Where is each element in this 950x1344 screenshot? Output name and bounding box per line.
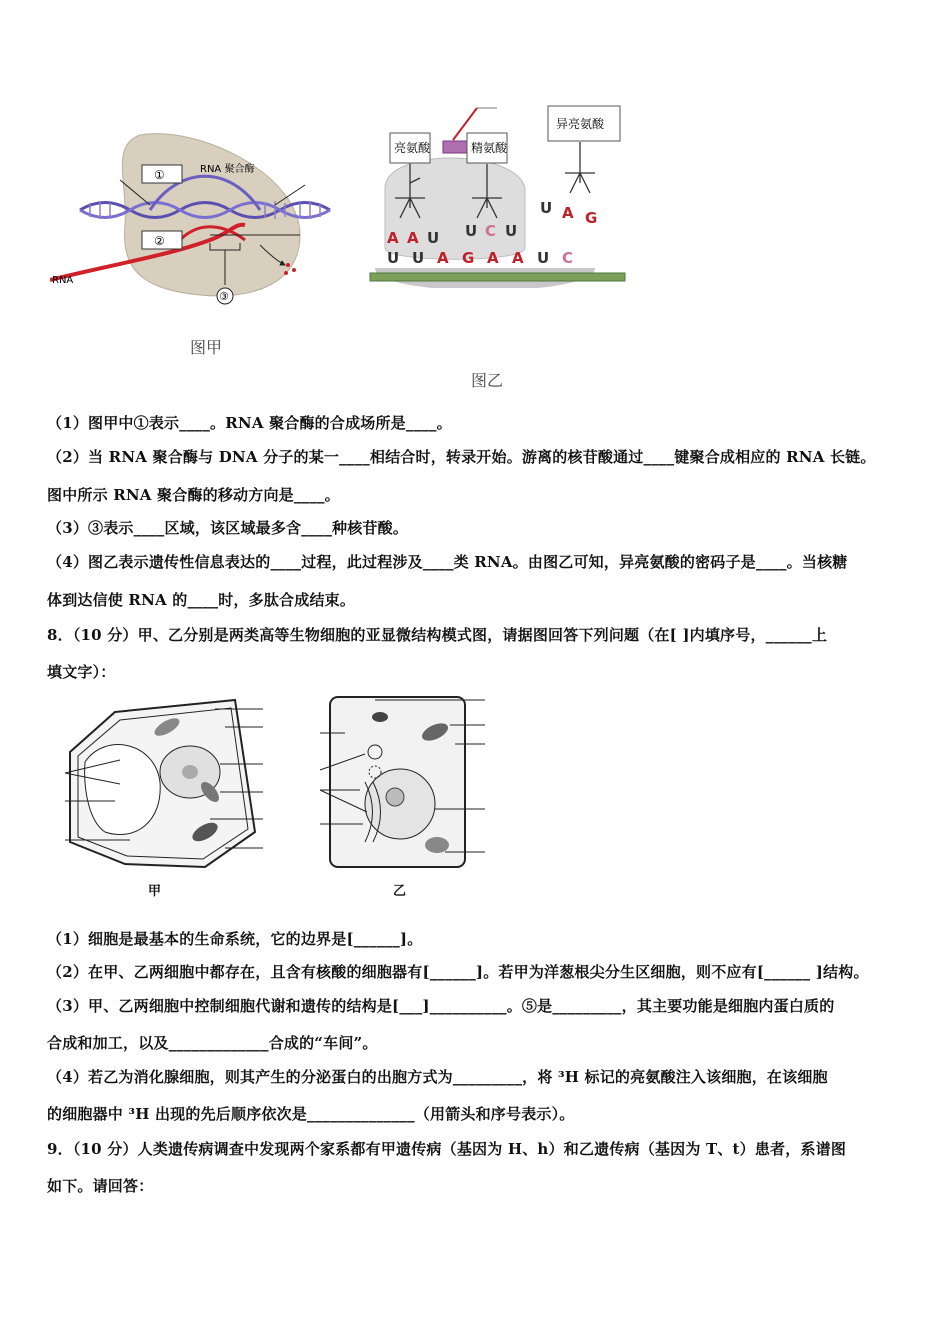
mrna-base-7: U — [537, 249, 550, 267]
anticodon-1-c: U — [427, 229, 440, 247]
q8-part-4b: 的细胞器中 ³H 出现的先后顺序依次是______________（用箭头和序号表示）。 — [47, 1105, 575, 1123]
q8-heading-b: 填文字）： — [47, 663, 116, 681]
q8-part-4a: （4）若乙为消化腺细胞，则其产生的分泌蛋白的出胞方式为_________，将 ³H 标记的亮氨酸注入该细胞，在该细胞 — [47, 1068, 828, 1086]
figure-cells — [45, 692, 515, 902]
anticodon-2-a: U — [465, 222, 478, 240]
q8-part-2: （2）在甲、乙两细胞中都存在，且含有核酸的细胞器有[______]。若甲为洋葱根尖分生区细胞，则不应有[______ ]结构。 — [47, 963, 869, 981]
mrna-base-8: C — [562, 249, 574, 267]
figure-translation — [365, 98, 635, 288]
figure-jia-caption: 图甲 — [190, 338, 223, 357]
mrna-base-6: A — [512, 249, 524, 267]
q7-part-2a: （2）当 RNA 聚合酶与 DNA 分子的某一____相结合时，转录开始。游离的核苷酸通过____键聚合成相应的 RNA 长链。 — [47, 448, 876, 466]
anticodon-3-c: G — [585, 209, 598, 227]
q7-part-3: （3）③表示____区域，该区域最多含____种核苷酸。 — [47, 519, 409, 537]
q7-part-1: （1）图甲中①表示____。RNA 聚合酶的合成场所是____。 — [47, 414, 452, 432]
q7-part-4a: （4）图乙表示遗传性信息表达的____过程，此过程涉及____类 RNA。由图乙可知，异亮氨酸的密码子是____。当核糖 — [47, 553, 848, 571]
q7-part-2b: 图中所示 RNA 聚合酶的移动方向是____。 — [47, 486, 340, 504]
anticodon-3-a: U — [540, 199, 553, 217]
q9-heading-b: 如下。请回答： — [47, 1177, 154, 1195]
anticodon-2-b: C — [485, 222, 497, 240]
mrna-base-1: U — [387, 249, 400, 267]
anticodon-1-b: A — [407, 229, 419, 247]
mrna-base-3: A — [437, 249, 449, 267]
marker-2: ② — [154, 234, 165, 248]
figure-transcription — [50, 125, 340, 310]
marker-1: ① — [154, 168, 165, 182]
mrna-base-2: U — [412, 249, 425, 267]
q9-heading-a: 9．（10 分）人类遗传病调查中发现两个家系都有甲遗传病（基因为 H、h）和乙遗传病（基因为 T、t）患者，系谱图 — [47, 1140, 847, 1158]
q8-part-3b: 合成和加工，以及_____________合成的“车间”。 — [47, 1034, 378, 1052]
mrna-base-4: G — [462, 249, 475, 267]
q8-part-1: （1）细胞是最基本的生命系统，它的边界是[______]。 — [47, 930, 423, 948]
anticodon-1-a: A — [387, 229, 399, 247]
figure-yi-caption: 图乙 — [471, 371, 504, 390]
cell-jia-caption: 甲 — [148, 884, 162, 899]
mrna-base-5: A — [487, 249, 499, 267]
amino-acid-3: 异亮氨酸 — [556, 117, 605, 131]
q7-part-4b: 体到达信使 RNA 的____时，多肽合成结束。 — [47, 591, 356, 609]
cell-yi-caption: 乙 — [393, 884, 407, 899]
rna-polymerase-label: RNA 聚合酶 — [200, 164, 255, 175]
q8-part-3a: （3）甲、乙两细胞中控制细胞代谢和遗传的结构是[___]__________。⑤是_________，其主要功能是细胞内蛋白质的 — [47, 997, 835, 1015]
rna-label: RNA — [52, 275, 74, 286]
amino-acid-2: 精氨酸 — [471, 141, 508, 155]
q8-heading-a: 8．（10 分）甲、乙分别是两类高等生物细胞的亚显微结构模式图，请据图回答下列问题（在[ ]内填序号，______上 — [47, 626, 828, 644]
anticodon-3-b: A — [562, 204, 574, 222]
amino-acid-1: 亮氨酸 — [394, 141, 431, 155]
marker-3: ③ — [219, 290, 229, 303]
anticodon-2-c: U — [505, 222, 518, 240]
